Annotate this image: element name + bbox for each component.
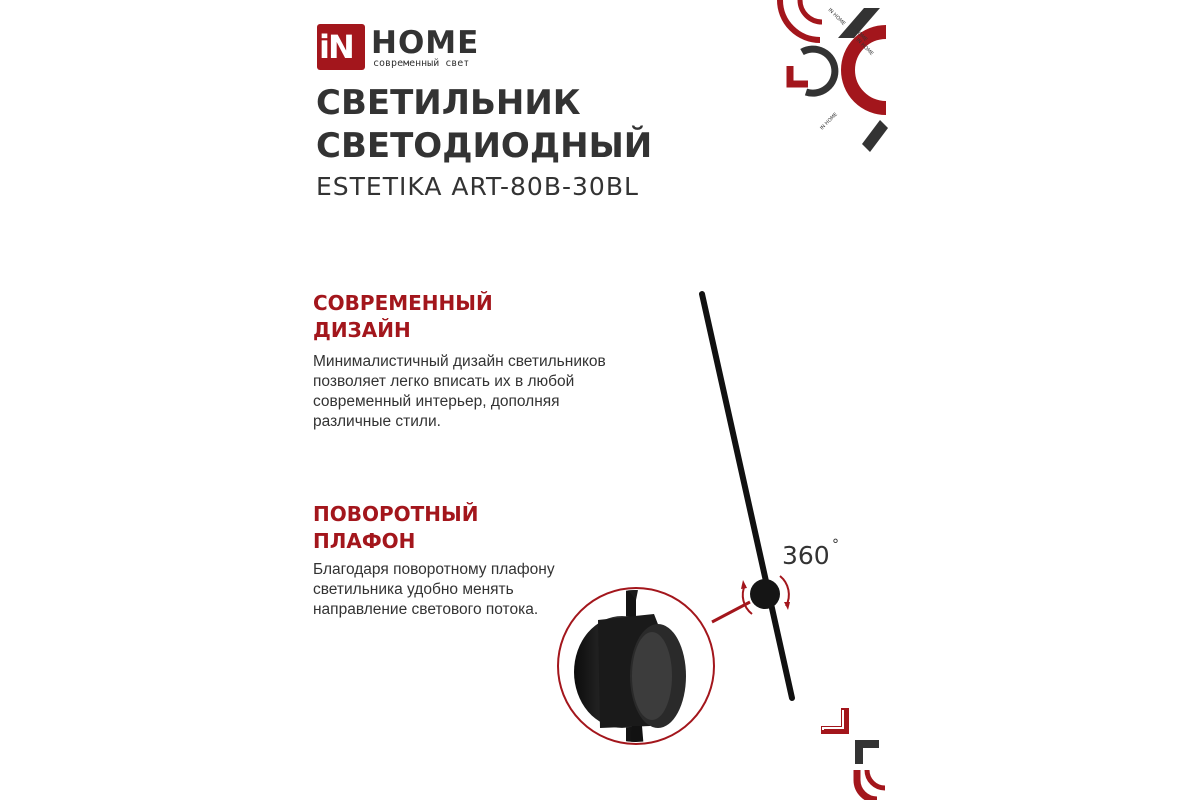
feature-text-rotating-line: направление светового потока. xyxy=(313,601,539,618)
feature-text-rotating-line: Благодаря поворотному плафону xyxy=(313,561,555,578)
logo-badge xyxy=(317,24,365,70)
brand-logo xyxy=(317,24,487,72)
logo-home-text: HOME xyxy=(371,25,480,61)
feature-text-design-line: различные стили. xyxy=(313,413,441,430)
rotation-unit: ° xyxy=(832,537,839,553)
feature-text-design-line: Минималистичный дизайн светильников xyxy=(313,353,606,370)
product-title xyxy=(316,82,652,168)
title-line-1: СВЕТИЛЬНИК xyxy=(316,83,581,123)
feature-heading-design-line-2: ДИЗАЙН xyxy=(313,318,411,342)
feature-heading-design-line-1: СОВРЕМЕННЫЙ xyxy=(313,291,493,315)
pattern-label-3: IN HOME xyxy=(854,37,875,57)
feature-text-design-line: позволяет легко вписать их в любой xyxy=(313,373,575,390)
pattern-label-1: IN HOME xyxy=(826,7,847,27)
logo-in-text: iN xyxy=(319,28,353,66)
feature-heading-rotating xyxy=(313,501,479,555)
feature-text-design-line: современный интерьер, дополняя xyxy=(313,393,560,410)
rotation-value: 360 xyxy=(782,541,830,570)
top-right-pattern-icon xyxy=(770,0,900,160)
product-model: ESTETIKA ART-80B-30BL xyxy=(316,172,639,201)
pattern-label-2: IN HOME xyxy=(848,23,869,43)
feature-text-rotating-line: светильника удобно менять xyxy=(313,581,514,598)
feature-text-rotating xyxy=(313,560,555,620)
feature-heading-rotating-line-2: ПЛАФОН xyxy=(313,529,416,553)
lamp-illustration xyxy=(540,280,820,760)
logo-tagline: современный свет xyxy=(373,58,470,69)
feature-heading-design xyxy=(313,290,493,344)
title-line-2: СВЕТОДИОДНЫЙ xyxy=(316,126,653,166)
feature-heading-rotating-line-1: ПОВОРОТНЫЙ xyxy=(313,502,479,526)
pattern-label-4: IN HOME xyxy=(819,111,839,132)
bottom-right-pattern-icon xyxy=(815,700,895,800)
